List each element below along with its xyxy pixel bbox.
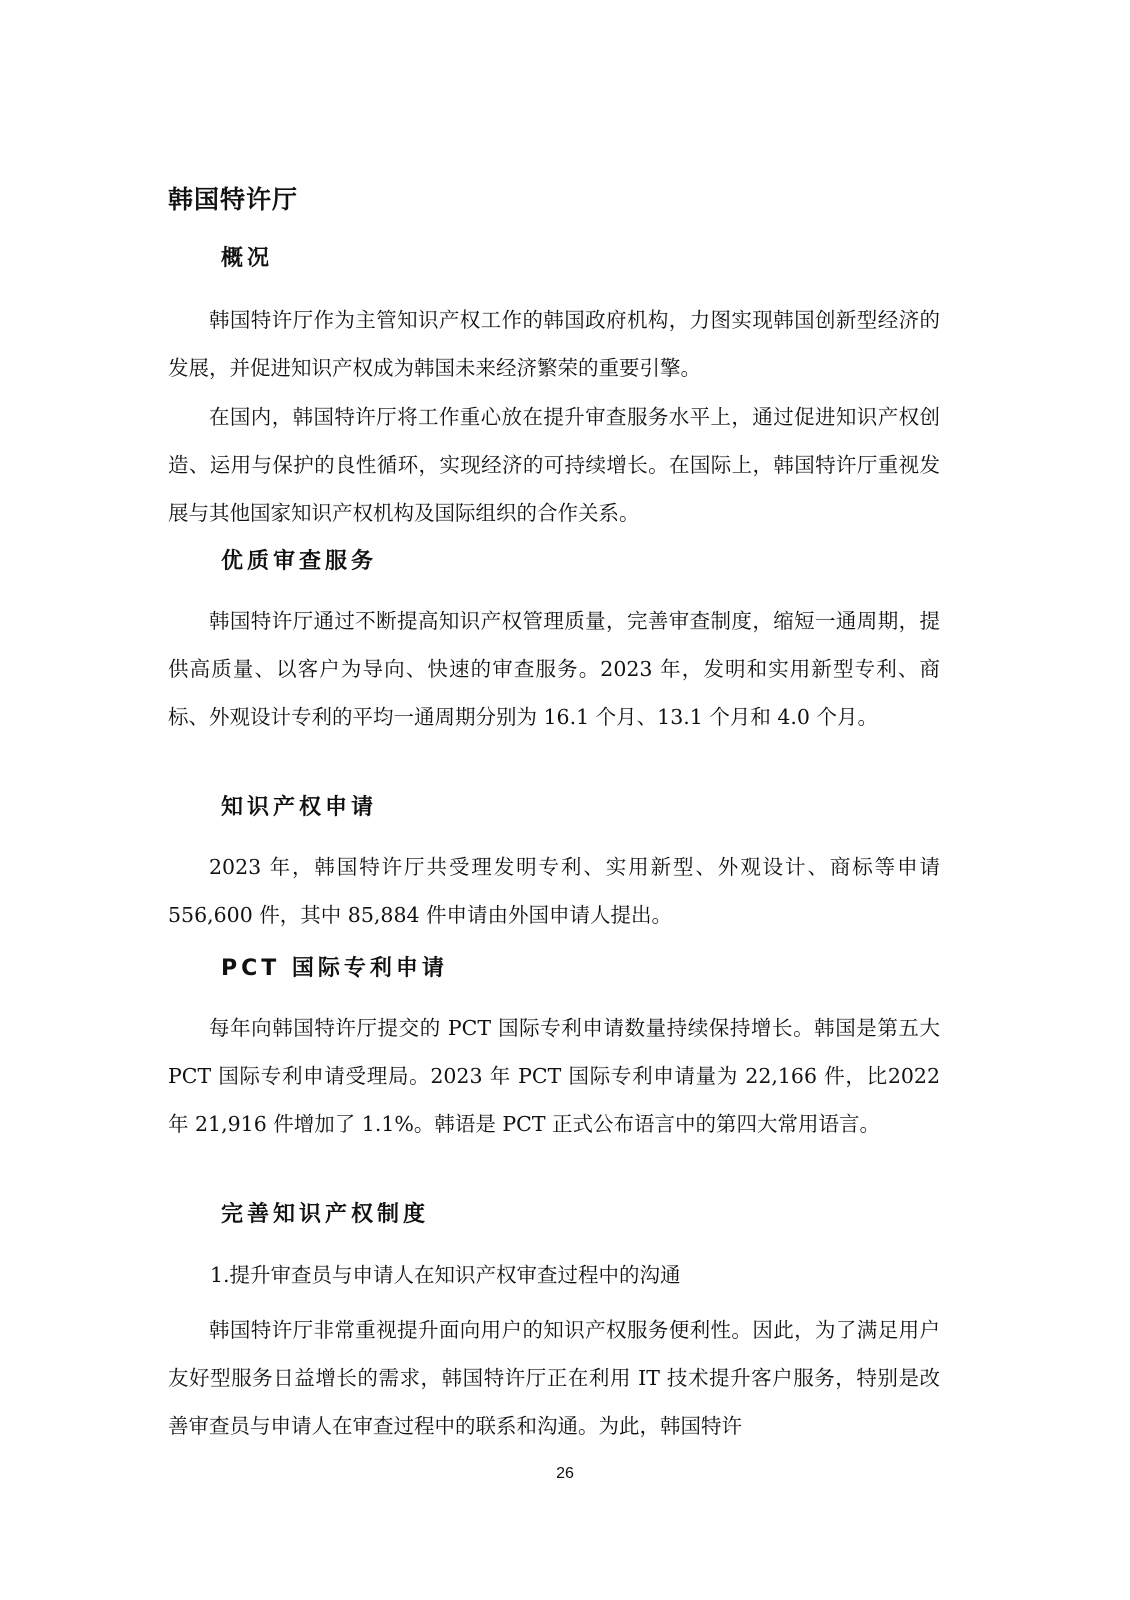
section-heading-quality-examination: 优质审查服务	[221, 549, 378, 574]
paragraph: 在国内，韩国特许厅将工作重心放在提升审查服务水平上，通过促进知识产权创造、运用与保护的良性循环，实现经济的可持续增长。在国际上，韩国特许厅重视发展与其他国家知识产权机构及国际组织的合作关系。	[168, 405, 940, 525]
section-heading-ip-system: 完善知识产权制度	[221, 1202, 430, 1227]
section-heading-pct: PCT 国际专利申请	[221, 956, 448, 981]
paragraph: 每年向韩国特许厅提交的 PCT 国际专利申请数量持续保持增长。韩国是第五大 PCT 国际专利申请受理局。2023 年 PCT 国际专利申请量为 22,166 件，比2022 年 21,916 件增加了 1.1%。韩语是 PCT 正式公布语言中的第四大常用语言。	[168, 1016, 940, 1136]
page-number: 26	[556, 1465, 574, 1482]
numbered-subitem: 1.提升审查员与申请人在知识产权审查过程中的沟通	[210, 1263, 681, 1287]
section-heading-overview: 概况	[221, 246, 274, 271]
paragraph: 韩国特许厅非常重视提升面向用户的知识产权服务便利性。因此，为了满足用户友好型服务日益增长的需求，韩国特许厅正在利用 IT 技术提升客户服务，特别是改善审查员与申请人在审查过程中的联系和沟通。为此，韩国特许	[168, 1318, 940, 1438]
paragraph: 韩国特许厅作为主管知识产权工作的韩国政府机构，力图实现韩国创新型经济的发展，并促进知识产权成为韩国未来经济繁荣的重要引擎。	[168, 308, 940, 380]
paragraph: 韩国特许厅通过不断提高知识产权管理质量，完善审查制度，缩短一通周期，提供高质量、以客户为导向、快速的审查服务。2023 年，发明和实用新型专利、商标、外观设计专利的平均一通周期分别为 16.1 个月、13.1 个月和 4.0 个月。	[168, 609, 940, 729]
section-heading-ip-applications: 知识产权申请	[221, 795, 378, 820]
page-title: 韩国特许厅	[168, 185, 299, 214]
paragraph: 2023 年，韩国特许厅共受理发明专利、实用新型、外观设计、商标等申请556,600 件，其中 85,884 件申请由外国申请人提出。	[168, 855, 940, 927]
